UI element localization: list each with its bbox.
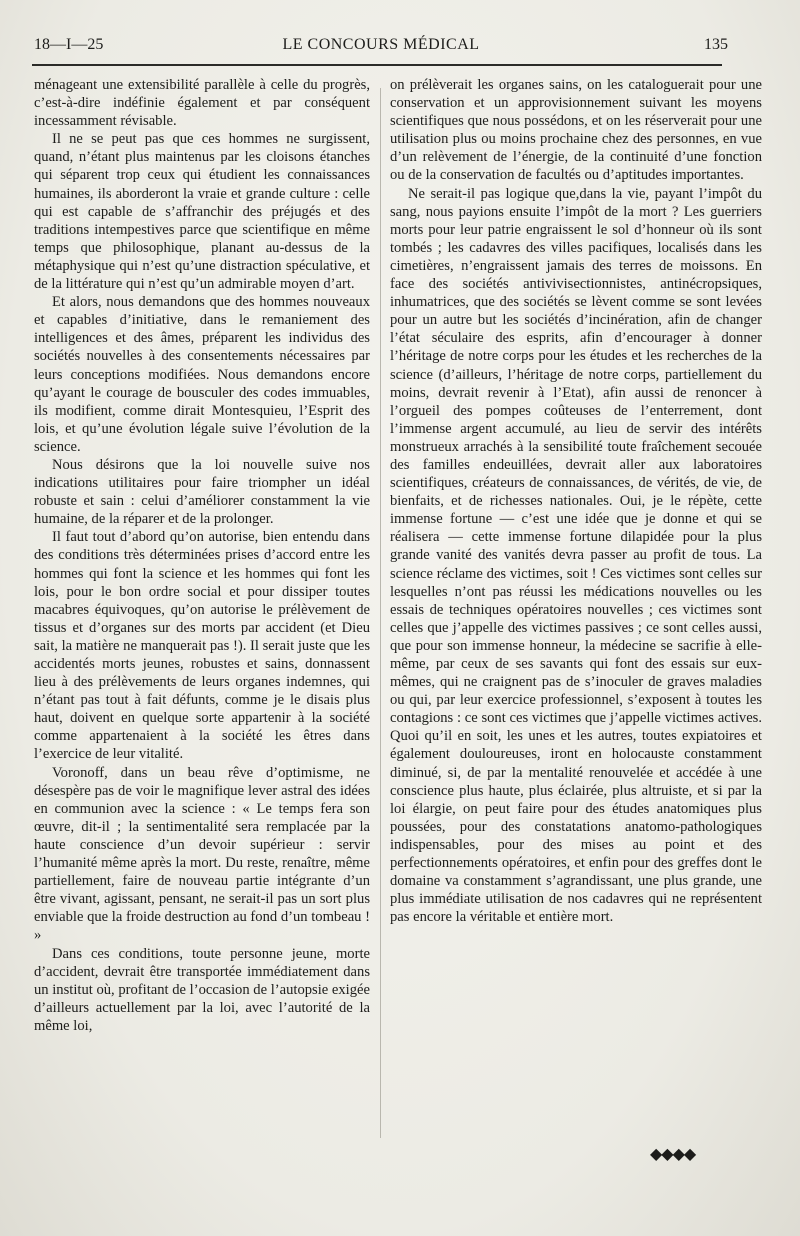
paragraph: Nous désirons que la loi nouvelle suive nos indications utilitaires pour faire triompher un idéal robuste et sain : celui d’améliorer constamment la vie humaine, de la réparer et de la prolonger. <box>34 456 370 528</box>
paragraph: ménageant une extensibilité parallèle à celle du progrès, c’est-à-dire indéfinie également et par conséquent incessamment révisable. <box>34 77 370 130</box>
paragraph: Voronoff, dans un beau rêve d’optimisme, ne désespère pas de voir le magnifique lever astral des idées en communion avec la science : « Le temps fera son œuvre, dit-il ; la sentimentalité sera remplacée par la haute conscience d’un devoir supérieur : servir l’humanité même après la mort. Du reste, renaître, même partiellement, faire de nouveau partie intégrante d’un être vivant, agissant, pensant, ne serait-il pas un sort plus enviable que la froide destruction au fond d’un tombeau ! » <box>34 764 370 944</box>
page-number: 135 <box>704 36 728 53</box>
paragraph: Il ne se peut pas que ces hommes ne surgissent, quand, n’étant plus maintenus par les cloisons étanches qui séparent trop ceux qui étudient les connaissances humaines, ils aborderont la vraie et grande culture : celle qui est capable de s’affranchir des préjugés et des traditions intempestives parce que scientifique en même temps que philosophique, planant au-dessus de la métaphysique qui n’est qu’une distraction spéculative, et de la littérature qui n’est qu’un admirable moyen d’art. <box>34 131 370 293</box>
left-column <box>34 76 370 1035</box>
issue-date: 18—I—25 <box>34 36 104 53</box>
header-rule <box>32 64 722 66</box>
end-ornament: ◆◆◆◆ <box>650 1146 696 1163</box>
right-column <box>390 76 762 926</box>
running-header <box>34 36 728 58</box>
paragraph: Il faut tout d’abord qu’on autorise, bien entendu dans des conditions très déterminées prises d’accord entre les hommes qui font la science et les hommes qui font les lois, pour le bon ordre social et pour dissiper toutes macabres équivoques, qu’on autorise le prélèvement de tissus et d’organes sur des morts par accident (et Dieu sait, la matière ne manquerait pas !). Il serait juste que les accidentés morts jeunes, robustes et sains, donnassent lieu à des prélèvements de leurs organes indemnes, qui n’étant pas tout à fait défunts, comme je le disais plus haut, doivent en quelque sorte appartenir à la société comme appartenaient à la société les êtres dans l’exercice de leur vitalité. <box>34 529 370 763</box>
journal-title: LE CONCOURS MÉDICAL <box>282 36 480 53</box>
paragraph: Ne serait-il pas logique que,dans la vie, payant l’impôt du sang, nous payions ensuite l’impôt de la mort ? Les guerriers morts pour leur patrie engraissent le sol d’honneur où ils sont tombés ; les cadavres des villes pacifiques, localisés dans les cimetières, n’engraissent jamais des terres de moissons. En face des sociétés antivivisectionnistes, antinécropsiques, inhumatrices, que des sociétés se lèvent comme se sont levées pour un autre but les sociétés d’incinération, afin de changer l’état séculaire des esprits, afin d’encourager à donner l’héritage de notre corps pour les études et les recherches de la science (d’ailleurs, l’héritage de notre corps, partiellement du moins, devrait revenir à l’Etat), afin aussi de renoncer à l’orgueil des pompes coûteuses de l’enterrement, dont l’immense argent accumulé, au lieu de servir des intérêts monstrueux arrachés à la sensibilité toute fraîchement secouée des familles endeuillées, devrait aller aux laboratoires scientifiques, créateurs de connaissances, de vérités, de vie, de bienfaits, et de richesses nationales. Oui, je le répète, cette immense fortune — c’est une idée que je donne et qui se réalisera — cette immense fortune dilapidée pour la plus grande vanité des vanités devra passer au profit de tous. La science réclame des victimes, soit ! Ces victimes sont celles sur lesquelles n’ont pas réussi les médications nouvelles ou les essais de techniques opératoires nouvelles ; ces victimes sont celles que j’appelle des victimes passives ; ce sont celles aussi, que pour son immense honneur, la médecine se sacrifie à elle-même, par ceux de ses savants qui font des essais sur eux-mêmes, qui ne craignent pas de s’inoculer de graves maladies ou qui, par leur exercice professionnel, s’exposent à toutes les contagions : ce sont ces victimes que j’appelle victimes actives. Quoi qu’il en soit, les unes et les autres, toutes expiatoires et également douloureuses, iront en holocauste constamment diminué, si, de par la mentalité renouvelée et accédée à une conscience plus haute, plus éclairée, plus altruiste, et si par la loi élargie, on peut faire pour des études anatomiques plus poussées, pour des constatations anatomo-pathologiques indispensables, pour des mises au point et des perfectionnements opératoires, et enfin pour des greffes dont le domaine va constamment s’agrandissant, une plus grande, une plus immédiate utilisation de nos cadavres qui ne représentent pas encore la véritable et entière mort. <box>390 185 762 926</box>
column-divider <box>380 88 381 1138</box>
paragraph: on prélèverait les organes sains, on les cataloguerait pour une conservation et un approvisionnement suivant les moyens scientifiques que nous possédons, et on les réserverait pour une utilisation plus ou moins prochaine chez des personnes, en vue d’un relèvement de l’énergie, de la continuité d’une fonction ou de la conservation de facultés ou d’aptitudes importantes. <box>390 77 762 184</box>
paragraph: Et alors, nous demandons que des hommes nouveaux et capables d’initiative, dans le remaniement des intelligences et des âmes, préparent les individus des sociétés nouvelles à des consentements nécessaires par leurs conceptions modifiées. Nous demandons encore qu’ayant le courage de bousculer des codes immuables, ils modifient, comme dirait Montesquieu, l’Esprit des lois, et qu’une évolution légale suive l’évolution de la science. <box>34 294 370 455</box>
paragraph: Dans ces conditions, toute personne jeune, morte d’accident, devrait être transportée immédiatement dans un institut où, profitant de l’occasion de l’autopsie exigée d’ailleurs actuellement par la loi, avec l’autorité de la même loi, <box>34 945 370 1034</box>
